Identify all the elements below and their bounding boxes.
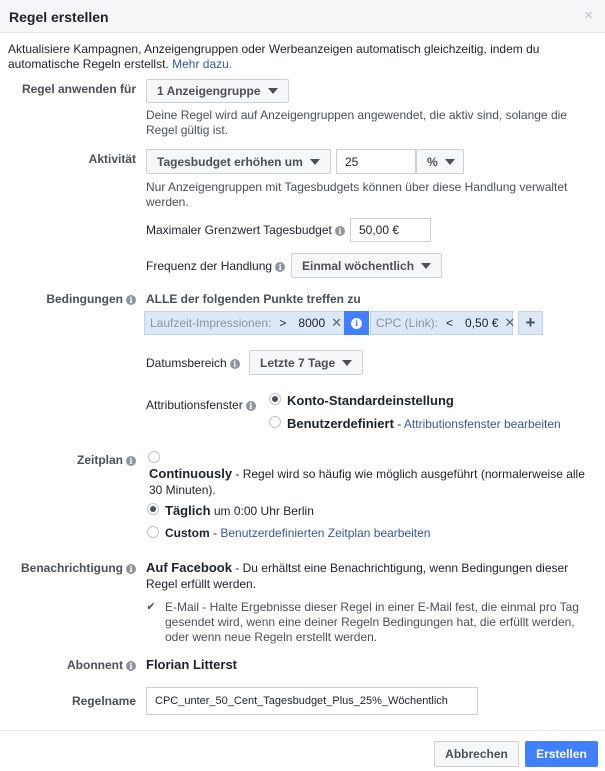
date-range-label: Datumsbereich i <box>146 356 240 370</box>
condition-token[interactable]: Laufzeit-Impressionen: > 8000 ✕ <box>144 311 369 335</box>
footer-divider <box>0 730 605 731</box>
action-dropdown[interactable]: Tagesbudget erhöhen um <box>146 149 331 174</box>
check-icon: ✔ <box>146 601 156 613</box>
info-icon[interactable]: i <box>126 661 136 671</box>
attribution-default-radio[interactable] <box>269 393 281 405</box>
schedule-label: Zeitplan i <box>0 453 136 467</box>
dialog-title: Regel erstellen <box>9 9 109 25</box>
action-value-input[interactable]: 25 <box>336 149 416 174</box>
info-icon: i <box>351 318 362 329</box>
info-icon[interactable]: i <box>126 456 136 466</box>
email-option-text: E-Mail - Halte Ergebnisse dieser Regel in einer E-Mail fest, die einmal pro Tag gesendet wird, wenn eine deiner Regeln Bedingungen hat, die erfüllt werden, oder wenn neue Regeln erstellt werden. <box>165 600 579 644</box>
info-icon[interactable]: i <box>246 401 256 411</box>
conditions-label: Bedingungen i <box>0 292 136 306</box>
rule-name-input[interactable]: CPC_unter_50_Cent_Tagesbudget_Plus_25%_Wöchentlich <box>146 687 478 715</box>
schedule-daily-text: Täglich um 0:00 Uhr Berlin <box>165 503 314 518</box>
unit-dropdown[interactable]: % <box>416 149 464 174</box>
max-budget-label: Maximaler Grenzwert Tagesbudget i <box>146 223 345 237</box>
schedule-edit-link[interactable]: Benutzerdefinierten Zeitplan bearbeiten <box>220 526 431 540</box>
apply-label: Regel anwenden für <box>21 82 136 96</box>
info-icon[interactable]: i <box>230 359 240 369</box>
notification-facebook-text: Auf Facebook - Du erhältst eine Benachrichtigung, wenn Bedingungen dieser Regel erfüllt werden. <box>146 560 569 591</box>
remove-icon[interactable]: ✕ <box>331 315 343 330</box>
attribution-default-label: Konto-Standardeinstellung <box>287 393 454 408</box>
learn-more-link[interactable]: Mehr dazu. <box>172 57 233 71</box>
apply-help: Deine Regel wird auf Anzeigengruppen angewendet, die aktiv sind, solange die Regel gültig ist. <box>146 108 567 137</box>
plus-icon: + <box>525 313 536 332</box>
frequency-label: Frequenz der Handlung i <box>146 259 285 273</box>
notification-label: Benachrichtigung i <box>0 561 136 575</box>
attribution-edit-link[interactable]: Attributionsfenster bearbeiten <box>403 417 561 431</box>
attribution-label: Attributionsfenster i <box>146 398 256 412</box>
schedule-custom-text: Custom - Benutzerdefinierten Zeitplan bearbeiten <box>165 526 431 540</box>
frequency-dropdown[interactable]: Einmal wöchentlich <box>291 253 442 278</box>
chevron-down-icon <box>445 159 455 165</box>
schedule-continuous-text: Continuously - Regel wird so häufig wie möglich ausgeführt (normalerweise alle 30 Minuten). <box>149 466 585 497</box>
date-range-dropdown[interactable]: Letzte 7 Tage <box>249 350 363 375</box>
create-button[interactable]: Erstellen <box>525 741 598 767</box>
max-budget-input[interactable]: 50,00 € <box>350 218 431 242</box>
action-label: Aktivität <box>88 152 136 166</box>
chevron-down-icon <box>342 360 352 366</box>
info-icon[interactable]: i <box>126 564 136 574</box>
dialog-header <box>0 0 605 33</box>
apply-dropdown[interactable]: 1 Anzeigengruppe <box>146 79 289 103</box>
condition-token[interactable]: CPC (Link): < 0,50 € ✕ <box>370 311 513 335</box>
info-icon[interactable]: i <box>126 295 136 305</box>
action-help: Nur Anzeigengruppen mit Tagesbudgets können über diese Handlung verwaltet werden. <box>146 180 568 209</box>
email-checkbox[interactable] <box>145 601 157 613</box>
schedule-continuous-radio[interactable] <box>148 451 160 463</box>
info-icon[interactable]: i <box>275 262 285 272</box>
chevron-down-icon <box>268 88 278 94</box>
info-icon[interactable]: i <box>335 226 345 236</box>
attribution-custom-radio[interactable] <box>269 416 281 428</box>
cancel-button[interactable]: Abbrechen <box>434 741 519 767</box>
rule-name-label: Regelname <box>71 694 136 708</box>
subscriber-label: Abonnent i <box>0 658 136 672</box>
remove-icon[interactable]: ✕ <box>504 315 516 330</box>
add-condition-button[interactable] <box>518 311 543 335</box>
close-icon[interactable]: × <box>584 7 593 24</box>
chevron-down-icon <box>310 159 320 165</box>
chevron-down-icon <box>421 263 431 269</box>
conditions-all-text: ALLE der folgenden Punkte treffen zu <box>146 292 361 306</box>
schedule-custom-radio[interactable] <box>147 526 159 538</box>
condition-info-button[interactable] <box>344 311 369 335</box>
subscriber-name: Florian Litterst <box>146 657 238 672</box>
schedule-daily-radio[interactable] <box>147 503 159 515</box>
intro-text: Aktualisiere Kampagnen, Anzeigengruppen oder Werbeanzeigen automatisch gleichzeitig, indem du automatische Regeln erstellst. Mehr dazu. <box>8 42 540 71</box>
attribution-custom-row: Benutzerdefiniert - Attributionsfenster bearbeiten <box>287 416 561 431</box>
